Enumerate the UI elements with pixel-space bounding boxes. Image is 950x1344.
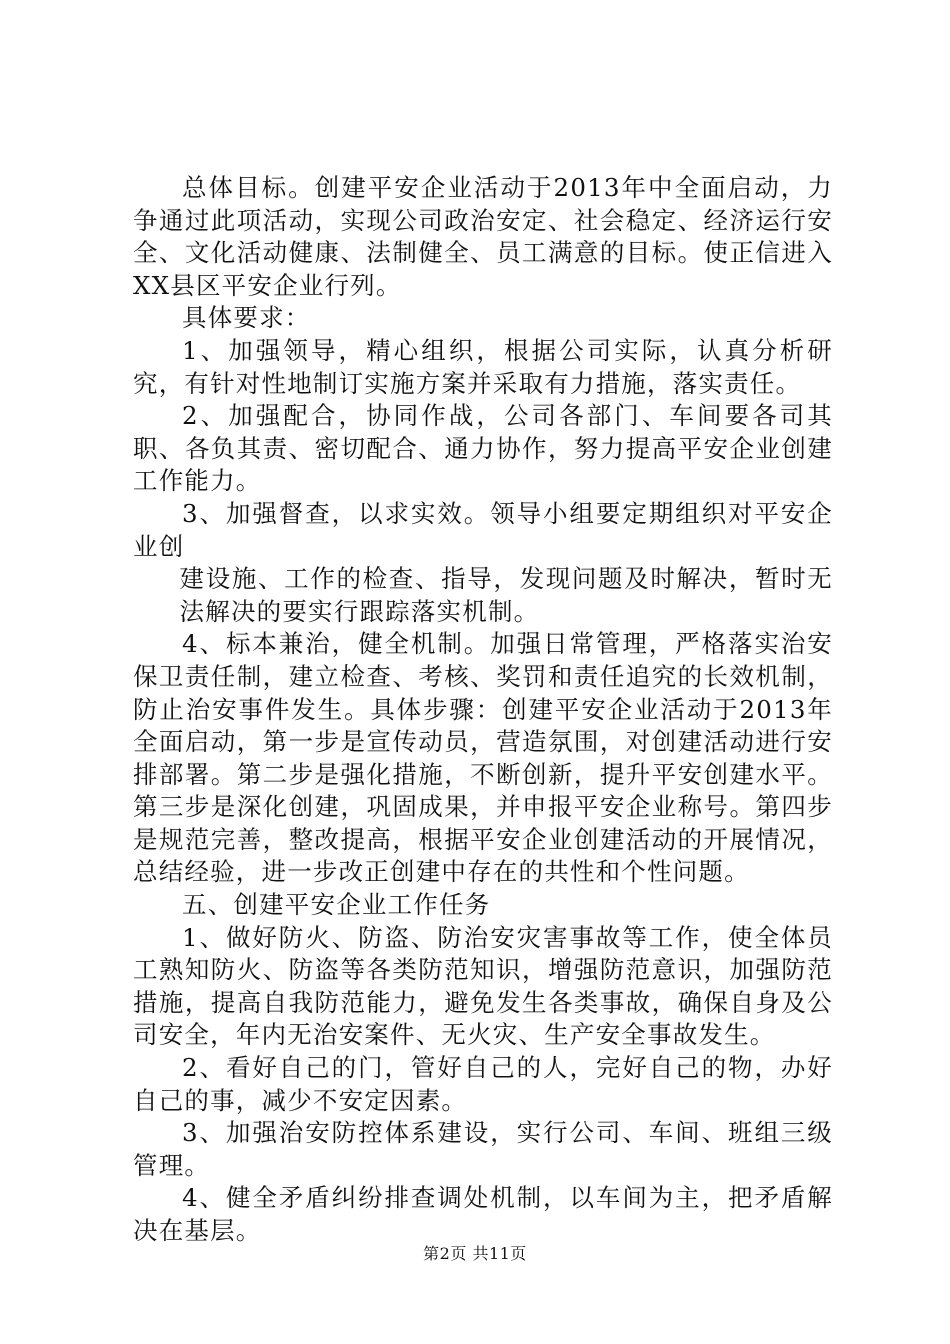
paragraph-task-3: 3、加强治安防控体系建设，实行公司、车间、班组三级管理。 xyxy=(133,1118,833,1180)
paragraph-task-2: 2、看好自己的门，管好自己的人，完好自己的物，办好自己的事，减少不安定因素。 xyxy=(133,1053,833,1115)
paragraph-requirements-heading: 具体要求： xyxy=(182,303,311,333)
paragraph-requirement-4: 4、标本兼治，健全机制。加强日常管理，严格落实治安保卫责任制，建立检查、考核、奖罚和责任追究的长效机制，防止治安事件发生。具体步骤：创建平安企业活动于2013年全面启动，第一步是宣传动员，营造氛围，对创建活动进行安排部署。第二步是强化措施，不断创新，提升平安创建水平。第三步是深化创建，巩固成果，并申报平安企业称号。第四步是规范完善，整改提高，根据平安企业创建活动的开展情况，总结经验，进一步改正创建中存在的共性和个性问题。 xyxy=(133,629,833,887)
paragraph-overall-goal: 总体目标。创建平安企业活动于2013年中全面启动，力争通过此项活动，实现公司政治安定、社会稳定、经济运行安全、文化活动健康、法制健全、员工满意的目标。使正信进入XX县区平安企业行列。 xyxy=(133,173,833,300)
paragraph-task-1: 1、做好防火、防盗、防治安灾害事故等工作，使全体员工熟知防火、防盗等各类防范知识，增强防范意识，加强防范措施，提高自我防范能力，避免发生各类事故，确保自身及公司安全，年内无治安案件、无火灾、生产安全事故发生。 xyxy=(133,922,833,1050)
section-heading-tasks: 五、创建平安企业工作任务 xyxy=(182,890,491,920)
paragraph-requirement-1: 1、加强领导，精心组织，根据公司实际，认真分析研究，有针对性地制订实施方案并采取有力措施，落实责任。 xyxy=(133,335,833,398)
page-footer: 第2页 共11页 xyxy=(423,1244,527,1263)
document-body xyxy=(133,172,833,1248)
paragraph-requirement-3-continued: 建设施、工作的检查、指导，发现问题及时解决，暂时无法解决的要实行跟踪落实机制。 xyxy=(179,564,833,626)
paragraph-task-4: 4、健全矛盾纠纷排查调处机制，以车间为主，把矛盾解决在基层。 xyxy=(133,1183,833,1245)
paragraph-requirement-3: 3、加强督查，以求实效。领导小组要定期组织对平安企业创 xyxy=(133,498,833,561)
paragraph-requirement-2: 2、加强配合，协同作战，公司各部门、车间要各司其职、各负其责、密切配合、通力协作，努力提高平安企业创建工作能力。 xyxy=(133,401,833,496)
